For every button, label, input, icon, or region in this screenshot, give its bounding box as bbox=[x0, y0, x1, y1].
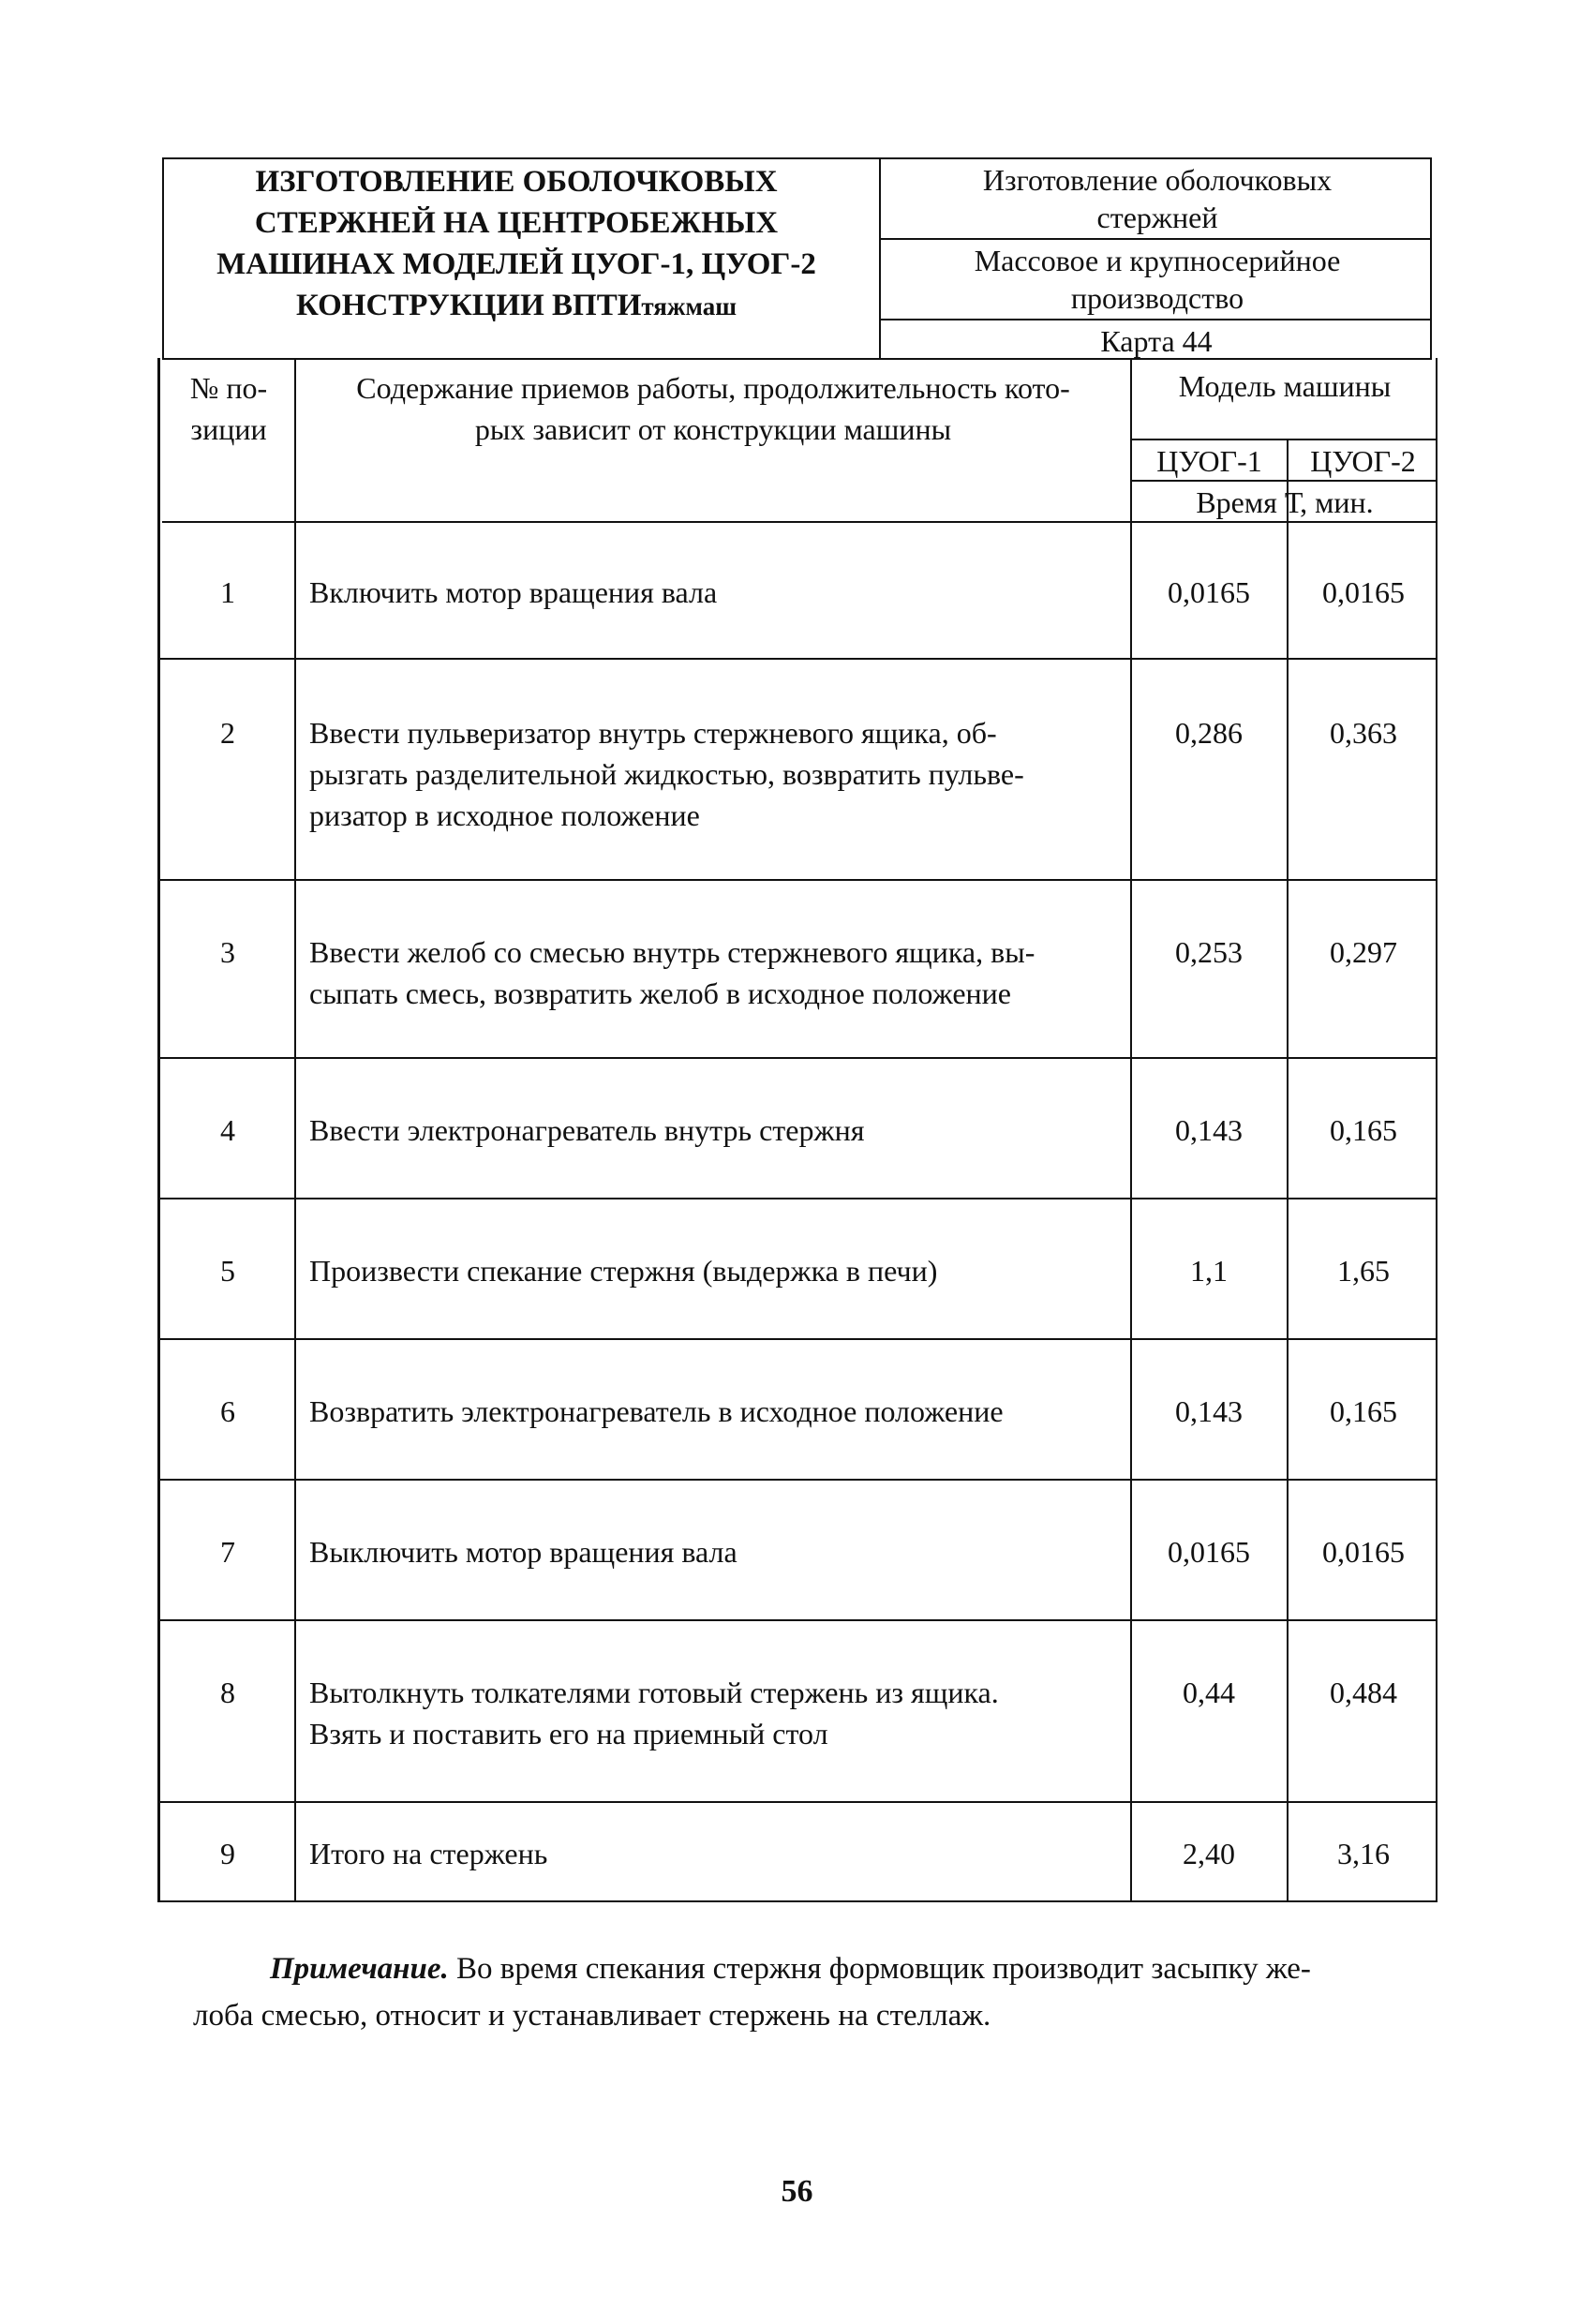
table-left bbox=[157, 358, 160, 1902]
row-line: Выключить мотор вращения вала bbox=[309, 1535, 737, 1569]
row-sep-6 bbox=[159, 1479, 1438, 1481]
table-top bbox=[162, 358, 1432, 360]
row-sep-5 bbox=[159, 1338, 1438, 1340]
frame-left bbox=[162, 157, 164, 360]
table-row-text bbox=[309, 1531, 1115, 1572]
table-row-text bbox=[309, 931, 1115, 1014]
col-model-header: Модель машины bbox=[1178, 369, 1392, 403]
table-row-value-1: 0,143 bbox=[1175, 1394, 1243, 1428]
page-number: 56 bbox=[781, 2174, 813, 2209]
note-label: Примечание. bbox=[270, 1952, 449, 1986]
table-row-value-2: 0,165 bbox=[1330, 1113, 1397, 1147]
col-content-line2: рых зависит от конструкции машины bbox=[474, 412, 952, 446]
title-line-4 bbox=[165, 285, 868, 327]
model-divider bbox=[1130, 439, 1438, 440]
row-line: Возвратить электронагреватель в исходное положение bbox=[309, 1394, 1004, 1428]
table-row-text bbox=[309, 1250, 1115, 1291]
table-row-text bbox=[309, 572, 1115, 613]
header-divider-h1 bbox=[879, 238, 1432, 240]
table-row-value-1: 0,286 bbox=[1175, 716, 1243, 750]
header-row-bottom bbox=[162, 521, 1438, 523]
row-line: рызгать разделительной жидкостью, возвратить пульве- bbox=[309, 757, 1024, 791]
table-row-text bbox=[309, 1110, 1115, 1151]
row-sep-2 bbox=[159, 879, 1438, 881]
model2-header: ЦУОГ-2 bbox=[1310, 444, 1416, 478]
col-content-header bbox=[298, 367, 1128, 450]
table-row-num: 7 bbox=[220, 1535, 235, 1569]
row-line: Ввести пульверизатор внутрь стержневого ящика, об- bbox=[309, 716, 997, 750]
table-row-value-2: 3,16 bbox=[1337, 1837, 1390, 1870]
table-row-text bbox=[309, 1391, 1115, 1432]
row-sep-7 bbox=[159, 1619, 1438, 1621]
row-line: Ввести желоб со смесью внутрь стержневого ящика, вы- bbox=[309, 935, 1035, 969]
note bbox=[270, 1945, 1441, 1992]
table-row-num: 3 bbox=[220, 935, 235, 969]
table-row-value-2: 0,0165 bbox=[1322, 1535, 1405, 1569]
table-row-num: 9 bbox=[220, 1837, 235, 1870]
table-row-value-1: 0,253 bbox=[1175, 935, 1243, 969]
production-type: Массовое и крупносерийное производство bbox=[974, 244, 1341, 315]
col-content-line1: Содержание приемов работы, продолжительность кото- bbox=[356, 371, 1070, 405]
row-line: Включить мотор вращения вала bbox=[309, 575, 718, 609]
table-bottom bbox=[157, 1900, 1438, 1902]
row-sep-4 bbox=[159, 1198, 1438, 1199]
table-row-value-1: 0,0165 bbox=[1168, 575, 1250, 609]
table-row-value-1: 0,0165 bbox=[1168, 1535, 1250, 1569]
table-row-num: 4 bbox=[220, 1113, 235, 1147]
table-row-value-1: 0,143 bbox=[1175, 1113, 1243, 1147]
row-line: Взять и поставить его на приемный стол bbox=[309, 1717, 828, 1750]
col-num-line2: зиции bbox=[190, 412, 267, 446]
time-header: Время Т, мин. bbox=[1196, 485, 1374, 519]
title-line-4a: КОНСТРУКЦИИ ВПТИ bbox=[296, 289, 642, 322]
col-num-line1: № по- bbox=[189, 371, 268, 405]
row-line: Ввести электронагреватель внутрь стержня bbox=[309, 1113, 865, 1147]
table-row-text bbox=[309, 1672, 1115, 1754]
model1-header: ЦУОГ-1 bbox=[1156, 444, 1262, 478]
row-sep-1 bbox=[159, 658, 1438, 660]
col-sep-1 bbox=[294, 358, 296, 1902]
note-text-1: Во время спекания стержня формовщик производит засыпку же- bbox=[448, 1952, 1311, 1986]
table-row-value-1: 1,1 bbox=[1190, 1254, 1228, 1288]
frame-top bbox=[162, 157, 1432, 159]
row-sep-3 bbox=[159, 1057, 1438, 1059]
row-line: Произвести спекание стержня (выдержка в печи) bbox=[309, 1254, 938, 1288]
title-line-2: СТЕРЖНЕЙ НА ЦЕНТРОБЕЖНЫХ bbox=[254, 206, 779, 240]
note-text-2: лоба смесью, относит и устанавливает стержень на стеллаж. bbox=[193, 1999, 991, 2033]
table-row-text bbox=[309, 1833, 1115, 1874]
table-row-value-2: 0,0165 bbox=[1322, 575, 1405, 609]
table-row-num: 1 bbox=[220, 575, 235, 609]
document-title bbox=[165, 161, 868, 327]
header-divider-h2 bbox=[879, 319, 1432, 320]
table-row-num: 8 bbox=[220, 1676, 235, 1709]
title-line-4b: тяжмаш bbox=[641, 292, 737, 320]
table-row-num: 6 bbox=[220, 1394, 235, 1428]
row-line: Вытолкнуть толкателями готовый стержень из ящика. bbox=[309, 1676, 999, 1709]
table-row-value-1: 2,40 bbox=[1183, 1837, 1235, 1870]
process-name: Изготовление оболочковых стержней bbox=[982, 163, 1333, 234]
table-row-value-2: 1,65 bbox=[1337, 1254, 1390, 1288]
table-row-value-1: 0,44 bbox=[1183, 1676, 1235, 1709]
title-line-1: ИЗГОТОВЛЕНИЕ ОБОЛОЧКОВЫХ bbox=[255, 165, 778, 199]
table-row-num: 5 bbox=[220, 1254, 235, 1288]
time-divider bbox=[1130, 480, 1438, 482]
col-num-header bbox=[165, 367, 292, 450]
table-row-value-2: 0,297 bbox=[1330, 935, 1397, 969]
row-line: ризатор в исходное положение bbox=[309, 798, 700, 832]
row-sep-8 bbox=[159, 1801, 1438, 1803]
col-sep-2 bbox=[1130, 358, 1132, 1902]
table-row-num: 2 bbox=[220, 716, 235, 750]
title-line-3: МАШИНАХ МОДЕЛЕЙ ЦУОГ-1, ЦУОГ-2 bbox=[216, 247, 816, 281]
table-row-value-2: 0,165 bbox=[1330, 1394, 1397, 1428]
table-row-value-2: 0,363 bbox=[1330, 716, 1397, 750]
row-line: Итого на стержень bbox=[309, 1837, 548, 1870]
card-number: Карта 44 bbox=[1100, 324, 1213, 358]
row-line: сыпать смесь, возвратить желоб в исходное положение bbox=[309, 976, 1011, 1010]
table-row-text bbox=[309, 712, 1115, 836]
table-row-value-2: 0,484 bbox=[1330, 1676, 1397, 1709]
